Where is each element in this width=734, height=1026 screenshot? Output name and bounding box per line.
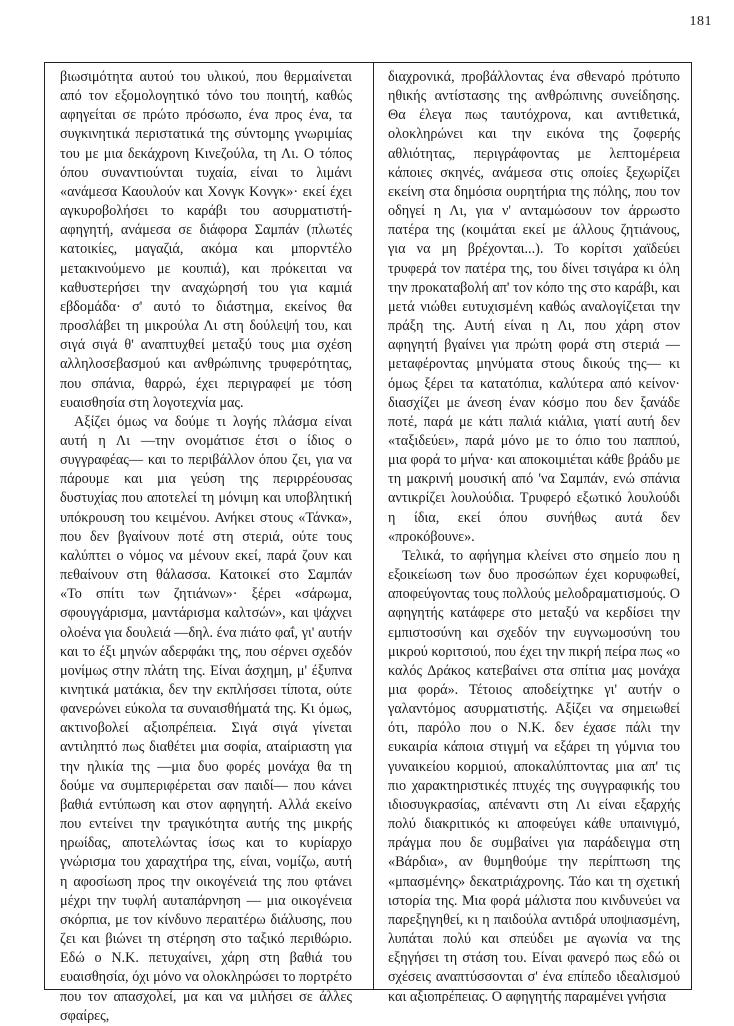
paragraph: Αξίζει όμως να δούμε τι λογής πλάσμα είναι αυτή η Λι —την ονομάτισε έτσι ο ίδιος ο συγγραφέας— και το περιβάλλον όπου ζει, για να πάρουμε και μια γεύση της περιρρέουσας δυστυχίας που αποτελεί τη μόνιμη και υποβλητική υπόκρουση του κειμένου. Ανήκει στους «Τάνκα», που δεν βγαίνουν ποτέ στη στεριά, ούτε τους καλύπτει ο νόμος να μένουν εκεί, παρά ζουν και πεθαίνουν στη θάλασσα. Κατοικεί στο Σαμπάν «Το σπίτι των ζητιάνων»· ξέρει «σάρωμα, σφουγγάρισμα, μαντάρισμα καλτσών», και ψάχνει ολοένα για δουλειά —δηλ. ένα πιάτο φαΐ, γι' αυτήν και το έξι μηνών αδερφάκι της, που σέρνει σχεδόν μονίμως στην πλάτη της. Είναι άσχημη, μ' έξυπνα κινητικά ματάκια, δεν την εκπλήσσει τίποτα, ούτε φανερώνει εύκολα τα συναισθήματά της. Κι όμως, ακτινοβολεί αξιοπρέπεια. Σιγά σιγά γίνεται αντιληπτό πως διαθέτει μια σοφία, αταίριαστη για την ηλικία της —μια δυο φορές μονάχα θα τη δούμε να συμπεριφέρεται σαν παιδί— που κάνει βαθιά εντύπωση και στον αφηγητή. Αλλά εκείνο που εντείνει την τραγικότητα αυτής της μικρής ηρωίδας, αποτελώντας ίσως και το κυρίαρχο γνώρισμα του χαραχτήρα της, είναι, νομίζω, αυτή η αφοσίωση προς την οικογένειά της που φτάνει μέχρι την τυφλή αυταπάρνηση — μια οικογένεια σκόρπια, με τον κίνδυνο περαιτέρω διάλυσης, που ζει και βιώνει τη στέρηση στο ταξικό περιθώριο. Εδώ ο Ν.Κ. πετυχαίνει, χάρη στη βαθιά του ευαισθησία, όχι μόνο να ολοκληρώσει το πορτρέτο που τον απασχολεί, μα και να μιλήσει σε άλλες σφαίρες,	[60, 413, 352, 1024]
paragraph: διαχρονικά, προβάλλοντας ένα σθεναρό πρότυπο ηθικής αντίστασης της ανθρώπινης συνείδησης. Θα έλεγα πως ταυτόχρονα, και αντιθετικά, ολοκληρώνει και την εικόνα της ζοφερής αθλιότητας, περιγράφοντας με λεπτομέρεια κάποιες σκηνές, ανάμεσα στις οποίες ξεχωρίζει εκείνη στα δημόσια ουρητήρια της πόλης, που τον οδηγεί η Λι, για ν' ανταμώσουν τον άρρωστο πατέρα της (κοιμάται εκεί με άλλους ζητιάνους, για να μη βρέχονται...). Το κορίτσι χαϊδεύει τρυφερά τον πατέρα της, του δίνει τσιγάρα κι όλη την προκαταβολή απ' τον κόπο της στο καράβι, και μετά νιώθει ευτυχισμένη καθώς αναλογίζεται την πράξη της. Αυτή είναι η Λι, που χάρη στον αφηγητή βγαίνει για πρώτη φορά στη στεριά —μεταφέροντας μηνύματα στους δικούς της— κι όμως ξέρει τα κατατόπια, καλύτερα από κείνον· διασχίζει με άνεση έναν κόσμο που δεν ξανάδε ποτέ, παρά με κάτι παλιά κιάλια, γιατί αυτή δεν «ταξιδεύει», παρά μόνο με το όπιο του παππού, μια φορά το μήνα· και αποκοιμιέται κάθε βράδυ με τη μακρινή μουσική από 'να Σαμπάν, ενώ σπάνια αντικρίζει λουλούδια. Τρυφερό εξωτικό λουλούδι η ίδια, εκεί όπου συνήθως αυτά δεν «προκόβουνε».	[388, 69, 680, 545]
right-column	[388, 68, 680, 1007]
column-divider	[373, 62, 374, 990]
paragraph: Τελικά, το αφήγημα κλείνει στο σημείο που η εξοικείωση των δυο προσώπων έχει κορυφωθεί, αποφεύγοντας τους πολλούς μελοδραματισμούς. Ο αφηγητής κατάφερε στο μεταξύ να κερδίσει την εμπιστοσύνη και σχεδόν την ευγνωμοσύνη του μικρού κοριτσιού, που έχει την πικρή πείρα πως «ο καλός Δράκος κατεβαίνει στα σπίτια μας μονάχα μια φορά». Τέτοιος αποδείχτηκε γι' αυτήν ο γαλαντόμος ασυρματιστής. Αξίζει να σημειωθεί ότι, παρόλο που ο Ν.Κ. δεν έχασε πάλι την ευκαιρία κάποια στιγμή να εξάρει τη γύμνια του γυναικείου κορμιού, αποκαλύπτοντας μια απ' τις πιο χαρακτηριστικές πτυχές της συγγραφικής του ιδιοσυγκρασίας, απέναντι στη Λι είναι εξαρχής πολύ διακριτικός κι αποφεύγει κάθε υπαινιγμό, πράγμα που δε συμβαίνει για παράδειγμα στη «Βάρδια», αν θυμηθούμε την περίπτωση της «μπασμένης» δεκατριάχρονης. Τάο και τη σχετική ιστορία της. Μια φορά μάλιστα που κινδυνεύει να παρεξηγηθεί, κι η παιδούλα αντιδρά υποψιασμένη, λυπάται πολύ και σπεύδει με αγωνία να της εξηγήσει τη στάση του. Είναι φανερό πως εδώ οι σχέσεις αναπτύσσονται σ' ένα επίπεδο ιδεαλισμού και αξιοπρέπειας. Ο αφηγητής παραμένει γνήσια	[388, 547, 680, 1005]
page-number: 181	[689, 14, 712, 29]
left-column	[60, 68, 352, 1026]
paragraph: βιωσιμότητα αυτού του υλικού, που θερμαίνεται από τον εξομολογητικό τόνο του ποιητή, καθώς αφηγείται σε πρώτο πρόσωπο, ένα προς ένα, τα συγκινητικά περιστατικά της σύντομης γνωριμίας του με μια δεκάχρονη Κινεζούλα, τη Λι. Ο τόπος όπου συναντιούνται τυχαία, είναι το λιμάνι «ανάμεσα Καουλούν και Χονγκ Κονγκ»· εκεί έχει αγκυροβολήσει το καράβι του ασυρματιστή-αφηγητή, ανάμεσα σε διάφορα Σαμπάν (πλωτές κατοικίες, μαγαζιά, ακόμα και μπορντέλο μετακινούμενο με κουπιά), και πρόκειται να καθυστερήσει την αναχώρησή του για καμιά εβδομάδα· σ' αυτό το διάστημα, εκείνος θα προσλάβει τη μικρούλα Λι στη δούλεψή του, και σιγά σιγά θ' αναπτυχθεί μεταξύ τους μια σχέση αλληλοσεβασμού και ανθρώπινης τρυφερότητας, που σπάνια, θαρρώ, έχει περιγραφεί με τόση ευαισθησία στη λογοτεχνία μας.	[60, 69, 352, 411]
